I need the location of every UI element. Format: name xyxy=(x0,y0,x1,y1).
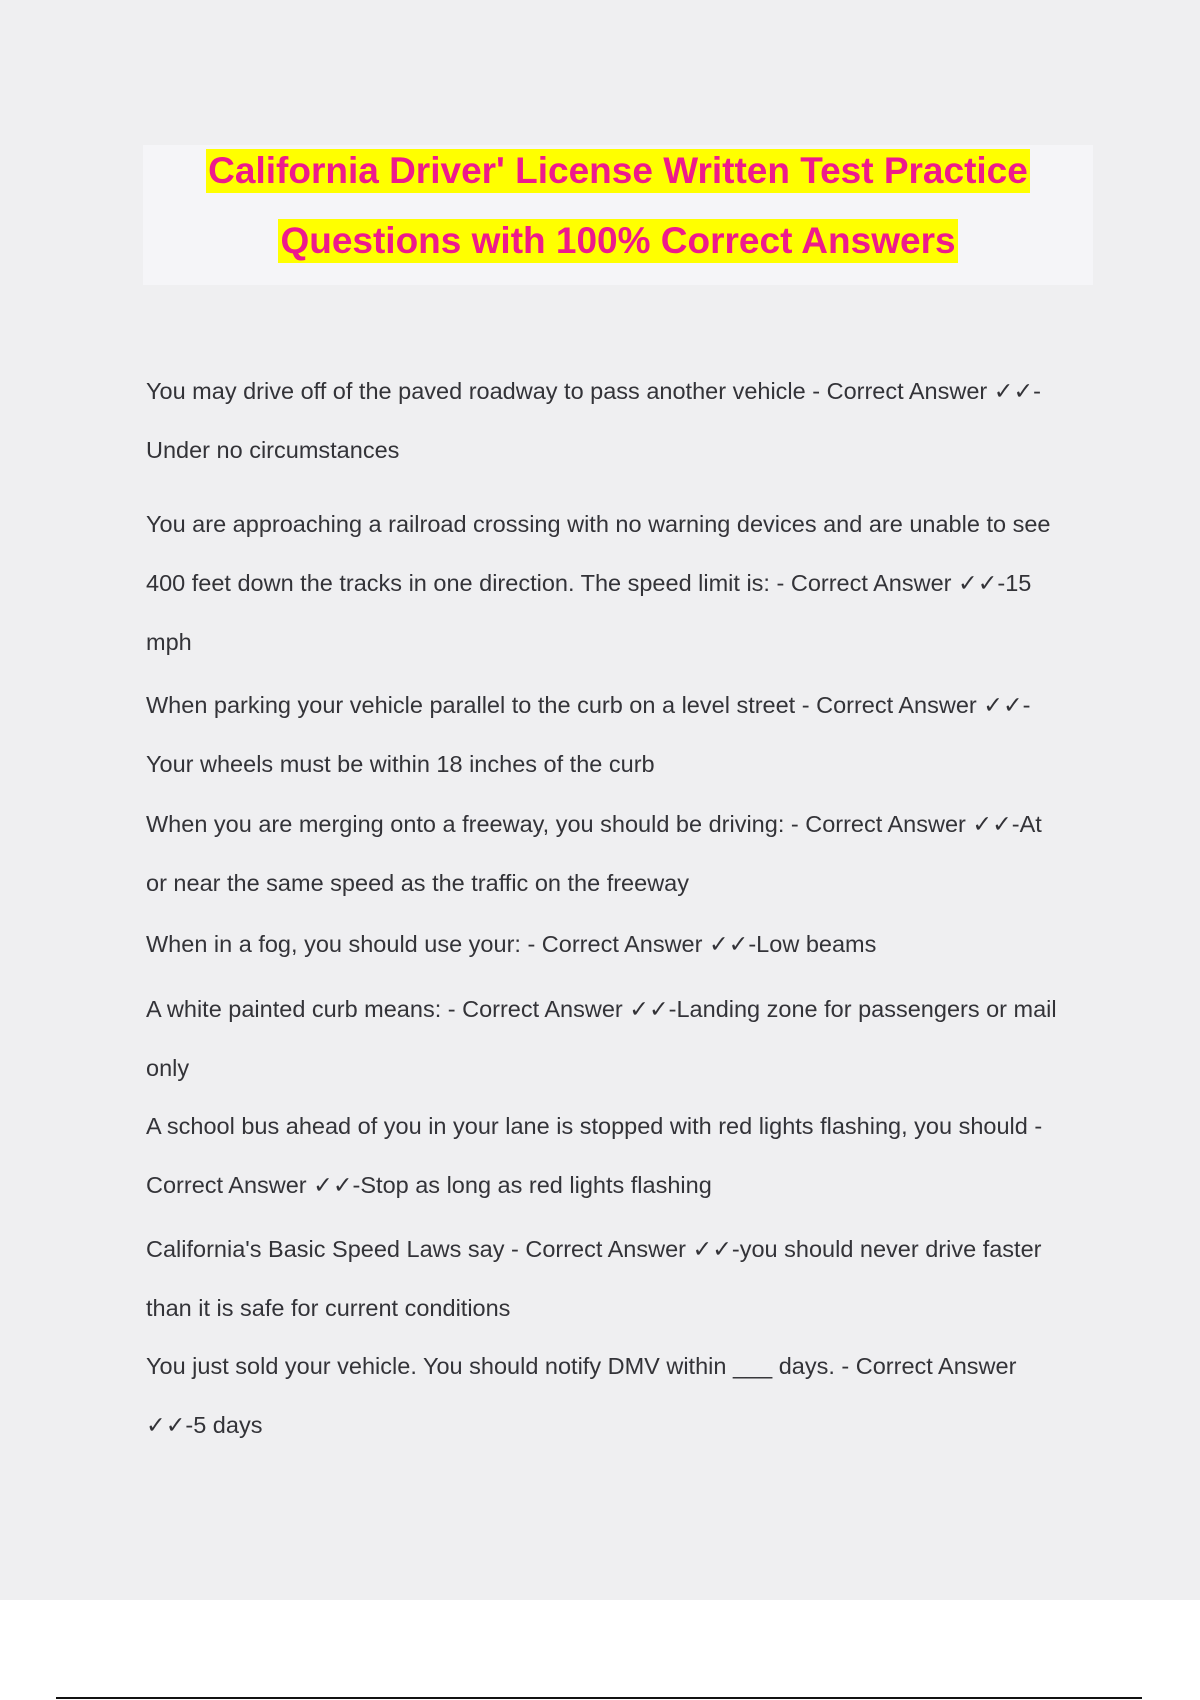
document-title-line-2: Questions with 100% Correct Answers xyxy=(280,220,956,261)
qa-item-8 xyxy=(146,1220,1096,1338)
qa-item-text: ✓✓-5 days xyxy=(146,1412,263,1438)
qa-item-6 xyxy=(146,980,1096,1098)
qa-item-text: When in a fog, you should use your: - Correct Answer ✓✓-Low beams xyxy=(146,931,877,957)
qa-item-2 xyxy=(146,495,1096,672)
title-block xyxy=(143,145,1093,285)
qa-item-text: A school bus ahead of you in your lane is stopped with red lights flashing, you should - xyxy=(146,1113,1043,1139)
qa-item-text: than it is safe for current conditions xyxy=(146,1295,511,1321)
qa-item-text: When you are merging onto a freeway, you should be driving: - Correct Answer ✓✓-At xyxy=(146,811,1042,837)
footer-divider xyxy=(56,1697,1142,1699)
qa-item-5 xyxy=(146,915,1096,974)
qa-item-3 xyxy=(146,676,1096,794)
qa-item-text: A white painted curb means: - Correct Answer ✓✓-Landing zone for passengers or mail xyxy=(146,996,1057,1022)
qa-item-text: Under no circumstances xyxy=(146,437,400,463)
qa-item-text: or near the same speed as the traffic on the freeway xyxy=(146,870,689,896)
qa-item-text: mph xyxy=(146,629,192,655)
qa-item-text: 400 feet down the tracks in one direction. The speed limit is: - Correct Answer ✓✓-15 xyxy=(146,570,1032,596)
qa-item-7 xyxy=(146,1097,1096,1215)
qa-item-text: You may drive off of the paved roadway to pass another vehicle - Correct Answer ✓✓- xyxy=(146,378,1041,404)
qa-item-9 xyxy=(146,1337,1096,1455)
qa-item-text: When parking your vehicle parallel to the curb on a level street - Correct Answer ✓✓- xyxy=(146,692,1031,718)
qa-item-text: only xyxy=(146,1055,190,1081)
qa-item-text: California's Basic Speed Laws say - Correct Answer ✓✓-you should never drive faster xyxy=(146,1236,1042,1262)
qa-item-text: Correct Answer ✓✓-Stop as long as red lights flashing xyxy=(146,1172,712,1198)
qa-item-4 xyxy=(146,795,1096,913)
qa-item-text: You just sold your vehicle. You should notify DMV within ___ days. - Correct Answer xyxy=(146,1353,1017,1379)
qa-item-1 xyxy=(146,362,1096,480)
qa-item-text: You are approaching a railroad crossing with no warning devices and are unable to see xyxy=(146,511,1051,537)
qa-item-text: Your wheels must be within 18 inches of the curb xyxy=(146,751,655,777)
document-title-line-1: California Driver' License Written Test Practice xyxy=(208,150,1028,191)
